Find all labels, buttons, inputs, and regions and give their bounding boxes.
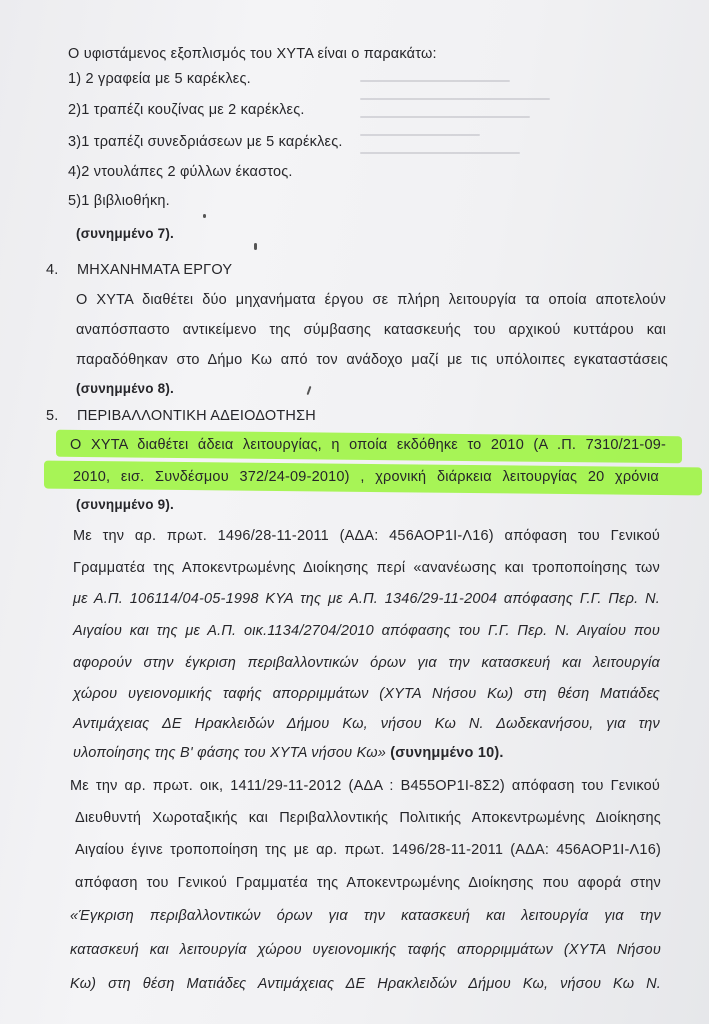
intro-line: Ο υφιστάμενος εξοπλισμός του ΧΥΤΑ είναι ο παρακάτω: (68, 46, 437, 62)
pen-mark (254, 243, 257, 250)
paragraph-line: κατασκευή και λειτουργία χώρου υγειονομικής ταφής απορριμμάτων (ΧΥΤΑ Νήσου (70, 942, 661, 958)
paragraph-line: Διευθυντή Χωροταξικής και Περιβαλλοντικής Πολιτικής Αποκεντρωμένης Διοίκησης (75, 810, 661, 826)
section-number: 4. (46, 262, 59, 278)
paragraph-line: με Α.Π. 106114/04-05-1998 ΚΥΑ της με Α.Π. 1346/29-11-2004 απόφασης Γ.Γ. Περ. Ν. (73, 591, 660, 607)
highlighted-line: 2010, εισ. Συνδέσμου 372/24-09-2010) , χρονική διάρκεια λειτουργίας 20 χρόνια (73, 469, 659, 485)
list-item: 4)2 ντουλάπες 2 φύλλων έκαστος. (68, 164, 293, 180)
paragraph-line: Αιγαίου έγινε τροποποίηση της με αρ. πρωτ. 1496/28-11-2011 (ΑΔΑ: 456ΑΟΡ1Ι-Λ16) (75, 842, 661, 858)
list-item: 2)1 τραπέζι κουζίνας με 2 καρέκλες. (68, 102, 305, 118)
list-item: 5)1 βιβλιοθήκη. (68, 193, 170, 209)
attachment-ref: (συνημμένο 9). (76, 497, 175, 512)
paragraph-line: Με την αρ. πρωτ. 1496/28-11-2011 (ΑΔΑ: 456ΑΟΡ1Ι-Λ16) απόφαση του Γενικού (73, 528, 660, 544)
paragraph-line: απόφαση του Γενικού Γραμματέα της Αποκεντρωμένης Διοίκησης που αφορά στην (75, 875, 661, 891)
paragraph-text: υλοποίησης της Β' φάσης του ΧΥΤΑ νήσου Κω» (73, 745, 387, 761)
section-heading: ΜΗΧΑΝΗΜΑΤΑ ΕΡΓΟΥ (77, 262, 233, 278)
section-number: 5. (46, 408, 59, 424)
paragraph-line: Αιγαίου και της με Α.Π. οικ.1134/2704/2010 απόφασης του Γ.Γ. Περ. Ν. Αιγαίου που (73, 623, 660, 639)
highlighted-line: Ο ΧΥΤΑ διαθέτει άδεια λειτουργίας, η οποία εκδόθηκε το 2010 (Α .Π. 7310/21-09- (70, 437, 666, 453)
paragraph-line: Κω) στη θέση Ματιάδες Αντιμάχειας ΔΕ Ηρακλειδών Δήμου Κω, νήσου Κω Ν. (70, 976, 661, 992)
paragraph-line: «Έγκριση περιβαλλοντικών όρων για την κατασκευή και λειτουργία για την (70, 908, 661, 924)
paragraph-line (73, 745, 504, 761)
list-item: 3)1 τραπέζι συνεδριάσεων με 5 καρέκλες. (68, 134, 343, 150)
attachment-ref: (συνημμένο 10). (386, 745, 504, 761)
bleed-through-text (360, 80, 580, 230)
paragraph-line: Ο ΧΥΤΑ διαθέτει δύο μηχανήματα έργου σε πλήρη λειτουργία τα οποία αποτελούν (76, 292, 666, 308)
pen-mark (307, 386, 312, 395)
attachment-ref: (συνημμένο 7). (76, 226, 175, 241)
list-item: 1) 2 γραφεία με 5 καρέκλες. (68, 71, 251, 87)
paragraph-line: αναπόσπαστο αντικείμενο της σύμβασης κατασκευής του αρχικού κυττάρου και (76, 322, 666, 338)
paragraph-line: αφορούν στην έγκριση περιβαλλοντικών όρων για την κατασκευή και λειτουργία (73, 655, 660, 671)
paragraph-line: Με την αρ. πρωτ. οικ, 1411/29-11-2012 (ΑΔΑ : Β455ΟΡ1Ι-8Σ2) απόφαση του Γενικού (70, 778, 660, 794)
paragraph-line: χώρου υγειονομικής ταφής απορριμμάτων (ΧΥΤΑ Νήσου Κω) στη θέση Ματιάδες (73, 686, 660, 702)
paragraph-line: Αντιμάχειας ΔΕ Ηρακλειδών Δήμου Κω, νήσου Κω Ν. Δωδεκανήσου, για την (73, 716, 660, 732)
paragraph-line: Γραμματέα της Αποκεντρωμένης Διοίκησης περί «ανανέωσης και τροποποίησης των (73, 560, 660, 576)
paragraph-line: παραδόθηκαν στο Δήμο Κω από τον ανάδοχο μαζί με τις υπόλοιπες εγκαταστάσεις (76, 352, 668, 368)
attachment-ref: (συνημμένο 8). (76, 381, 175, 396)
section-heading: ΠΕΡΙΒΑΛΛΟΝΤΙΚΗ ΑΔΕΙΟΔΟΤΗΣΗ (77, 408, 316, 424)
pen-mark (203, 214, 206, 218)
